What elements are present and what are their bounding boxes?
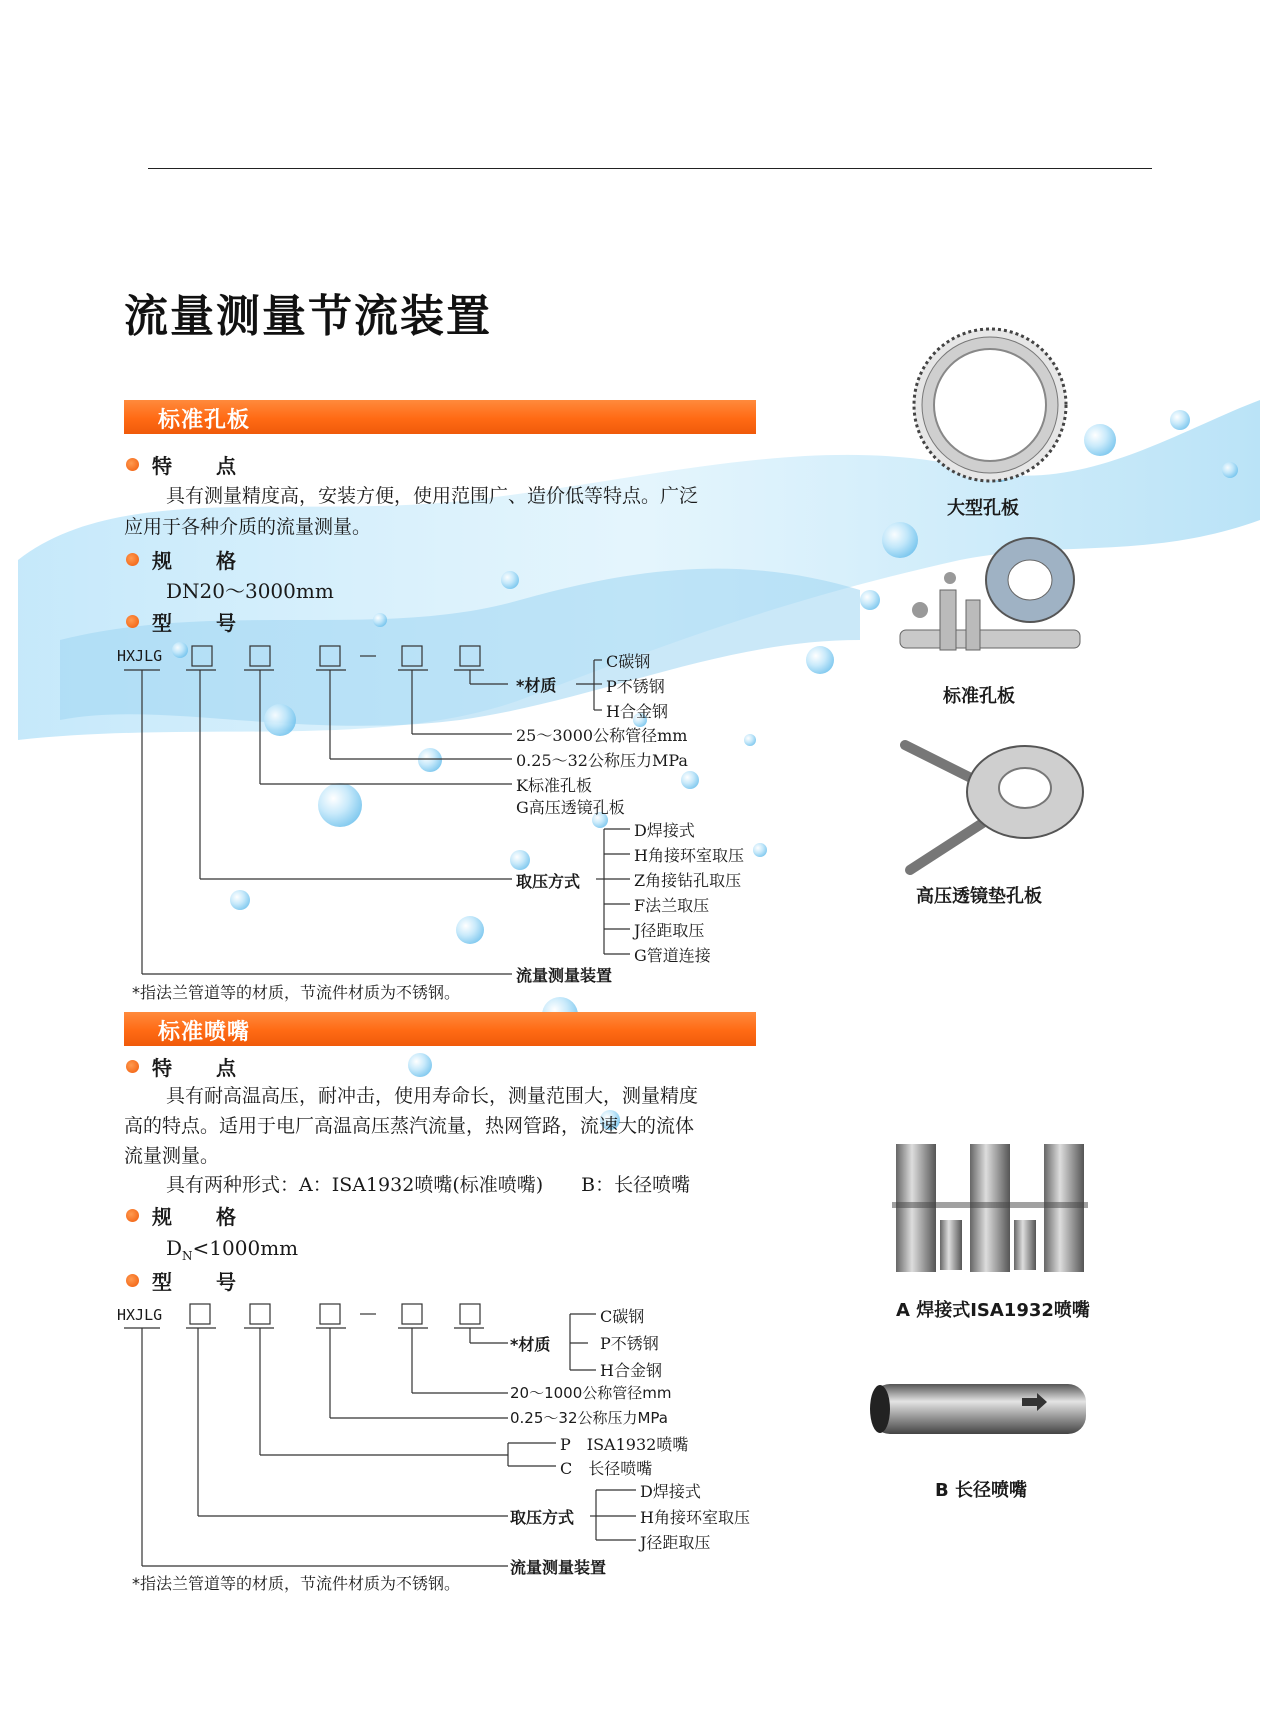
caption-lens-orifice: 高压透镜垫孔板 <box>916 886 1042 907</box>
large-orifice-image <box>910 325 1070 485</box>
orifice-pressure: 0.25～32公称压力MPa <box>516 751 688 770</box>
orifice-features-line-2: 应用于各种介质的流量测量。 <box>124 516 372 538</box>
orifice-material-label: *材质 <box>516 676 557 695</box>
nozzle-pressure: 0.25～32公称压力MPa <box>510 1409 668 1427</box>
orifice-features-heading: 特 点 <box>152 454 248 478</box>
orifice-spec-heading: 规 格 <box>152 549 248 573</box>
nozzle-features-line-3: 流量测量。 <box>124 1145 220 1167</box>
orifice-tap-j: J径距取压 <box>634 921 705 940</box>
standard-orifice-image <box>880 530 1090 680</box>
orifice-type-k: K标准孔板 <box>516 776 592 795</box>
orifice-features-line-1: 具有测量精度高，安装方便，使用范围广、造价低等特点。广泛 <box>166 485 699 507</box>
nozzle-material-c: C碳钢 <box>600 1307 645 1326</box>
nozzle-tap-d: D焊接式 <box>640 1482 701 1501</box>
nozzle-spec-sub: N <box>182 1249 193 1263</box>
nozzle-spec-d: D <box>166 1236 183 1260</box>
nozzle-type-c: C 长径喷嘴 <box>560 1459 653 1478</box>
caption-standard-orifice: 标准孔板 <box>943 686 1015 707</box>
orifice-model-code: HXJLG <box>117 647 163 665</box>
nozzle-model-code: HXJLG <box>117 1306 163 1324</box>
nozzle-note: *指法兰管道等的材质，节流件材质为不锈钢。 <box>132 1574 461 1593</box>
nozzle-material-label: *材质 <box>510 1335 551 1354</box>
orifice-tap-h: H角接环室取压 <box>634 846 744 865</box>
nozzle-device-label: 流量测量装置 <box>510 1558 607 1577</box>
nozzle-features-line-2: 高的特点。适用于电厂高温高压蒸汽流量，热网管路，流速大的流体 <box>124 1115 695 1137</box>
nozzle-forms: 具有两种形式：A：ISA1932喷嘴(标准喷嘴) B：长径喷嘴 <box>166 1174 691 1196</box>
orifice-device-label: 流量测量装置 <box>516 966 613 985</box>
orifice-material-p: P不锈钢 <box>606 677 665 696</box>
lens-orifice-image <box>895 730 1085 880</box>
caption-large-orifice: 大型孔板 <box>947 498 1019 519</box>
nozzle-tap-j: J径距取压 <box>640 1533 711 1552</box>
orifice-note: *指法兰管道等的材质，节流件材质为不锈钢。 <box>132 983 461 1002</box>
section-title-orifice: 标准孔板 <box>158 408 251 433</box>
orifice-tap-label: 取压方式 <box>516 872 581 891</box>
nozzle-model-heading: 型 号 <box>152 1270 248 1294</box>
page-title: 流量测量节流装置 <box>124 291 492 342</box>
nozzle-type-p: P ISA1932喷嘴 <box>560 1435 689 1454</box>
orifice-tap-d: D焊接式 <box>634 821 695 840</box>
nozzle-material-p: P不锈钢 <box>600 1334 659 1353</box>
orifice-tap-f: F法兰取压 <box>634 896 710 915</box>
orifice-tap-z: Z角接钻孔取压 <box>634 871 742 890</box>
nozzle-diameter: 20～1000公称管径mm <box>510 1384 672 1402</box>
orifice-diameter: 25～3000公称管径mm <box>516 726 688 745</box>
nozzle-spec-rest: <1000mm <box>192 1236 299 1260</box>
orifice-material-h: H合金钢 <box>606 702 668 721</box>
caption-nozzle-a: A 焊接式ISA1932喷嘴 <box>896 1300 1090 1321</box>
nozzle-tap-h: H角接环室取压 <box>640 1508 750 1527</box>
nozzle-material-h: H合金钢 <box>600 1361 662 1380</box>
nozzle-b-image <box>862 1378 1092 1440</box>
nozzle-tap-label: 取压方式 <box>510 1508 575 1527</box>
orifice-spec-value: DN20～3000mm <box>166 579 334 603</box>
caption-nozzle-b: B 长径喷嘴 <box>935 1480 1027 1501</box>
orifice-material-c: C碳钢 <box>606 652 651 671</box>
nozzle-features-heading: 特 点 <box>152 1056 248 1080</box>
nozzle-spec-heading: 规 格 <box>152 1205 248 1229</box>
section-title-nozzle: 标准喷嘴 <box>158 1020 251 1045</box>
orifice-model-heading: 型 号 <box>152 611 248 635</box>
orifice-type-g: G高压透镜孔板 <box>516 798 625 817</box>
nozzle-a-image <box>890 1140 1090 1275</box>
orifice-tap-g: G管道连接 <box>634 946 711 965</box>
nozzle-features-line-1: 具有耐高温高压，耐冲击，使用寿命长，测量范围大，测量精度 <box>166 1085 699 1107</box>
